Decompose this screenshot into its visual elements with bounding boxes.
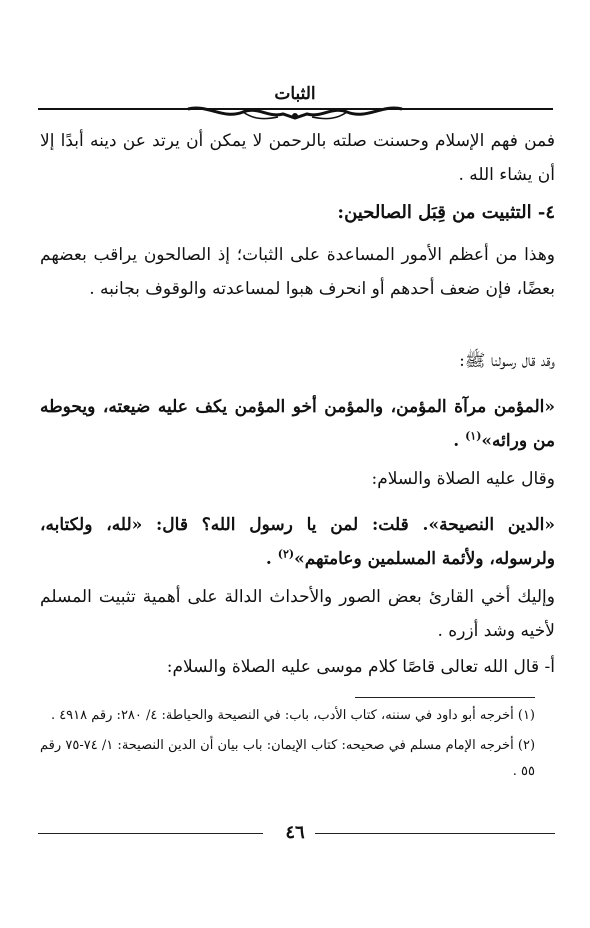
header-ornament [38,100,553,122]
running-header-title: الثبات [274,84,316,104]
footnote-separator [355,697,535,698]
page-number: ٤٦ [285,822,305,843]
footnote-ref-2: (٢) [277,547,295,561]
footnote-ref-1: (١) [465,429,482,443]
hadith-mirror-end: . [453,431,466,451]
paragraph-moses: أ- قال الله تعالى قاصًا كلام موسى عليه الصلاة والسلام: [166,657,555,677]
hadith-advice-end: . [265,549,278,569]
paragraph-prophet-said: وقد قال رسولنا ﷺ: [459,351,555,371]
footnote-1: (١) أخرجه أبو داود في سننه، كتاب الأدب، باب: في النصيحة والحياطة: ٤/ ٢٨٠: رقم ٤٩١٨ . [50,708,535,723]
hadith-mirror-text: «المؤمن مرآة المؤمن، والمؤمن أخو المؤمن يكف عليه ضيعته، ويحوطه من ورائه» [40,397,555,451]
hadith-advice-text: «الدين النصيحة». قلت: لمن يا رسول الله؟ قال: «لله، ولكتابه، ولرسوله، ولأئمة المسلمين وعامتهم» [40,515,555,569]
paragraph-peace-upon-him: وقال عليه الصلاة والسلام: [371,469,555,489]
section-heading: ٤- التثبيت من قِبَل الصالحين: [337,202,555,223]
hadith-mirror [40,390,555,458]
paragraph-righteous-support: وهذا من أعظم الأمور المساعدة على الثبات؛ إذ الصالحون يراقب بعضهم بعضًا، فإن ضعف أحدهم أو انحرف هبوا لمساعدته والوقوف بجانبه . [40,245,555,299]
hadith-advice [40,508,555,576]
footnotes [40,703,535,789]
intro-paragraph: فمن فهم الإسلام وحسنت صلته بالرحمن لا يمكن أن يرتد عن دينه أبدًا إلا أن يشاء الله . [40,131,555,185]
paragraph-examples: وإليك أخي القارئ بعض الصور والأحداث الدالة على أهمية تثبيت المسلم لأخيه وشد أزره . [40,587,555,641]
footnote-2: (٢) أخرجه الإمام مسلم في صحيحه: كتاب الإيمان: باب بيان أن الدين النصيحة: ١/ ٧٤-٧٥ رقم ٥٥ . [40,738,536,779]
